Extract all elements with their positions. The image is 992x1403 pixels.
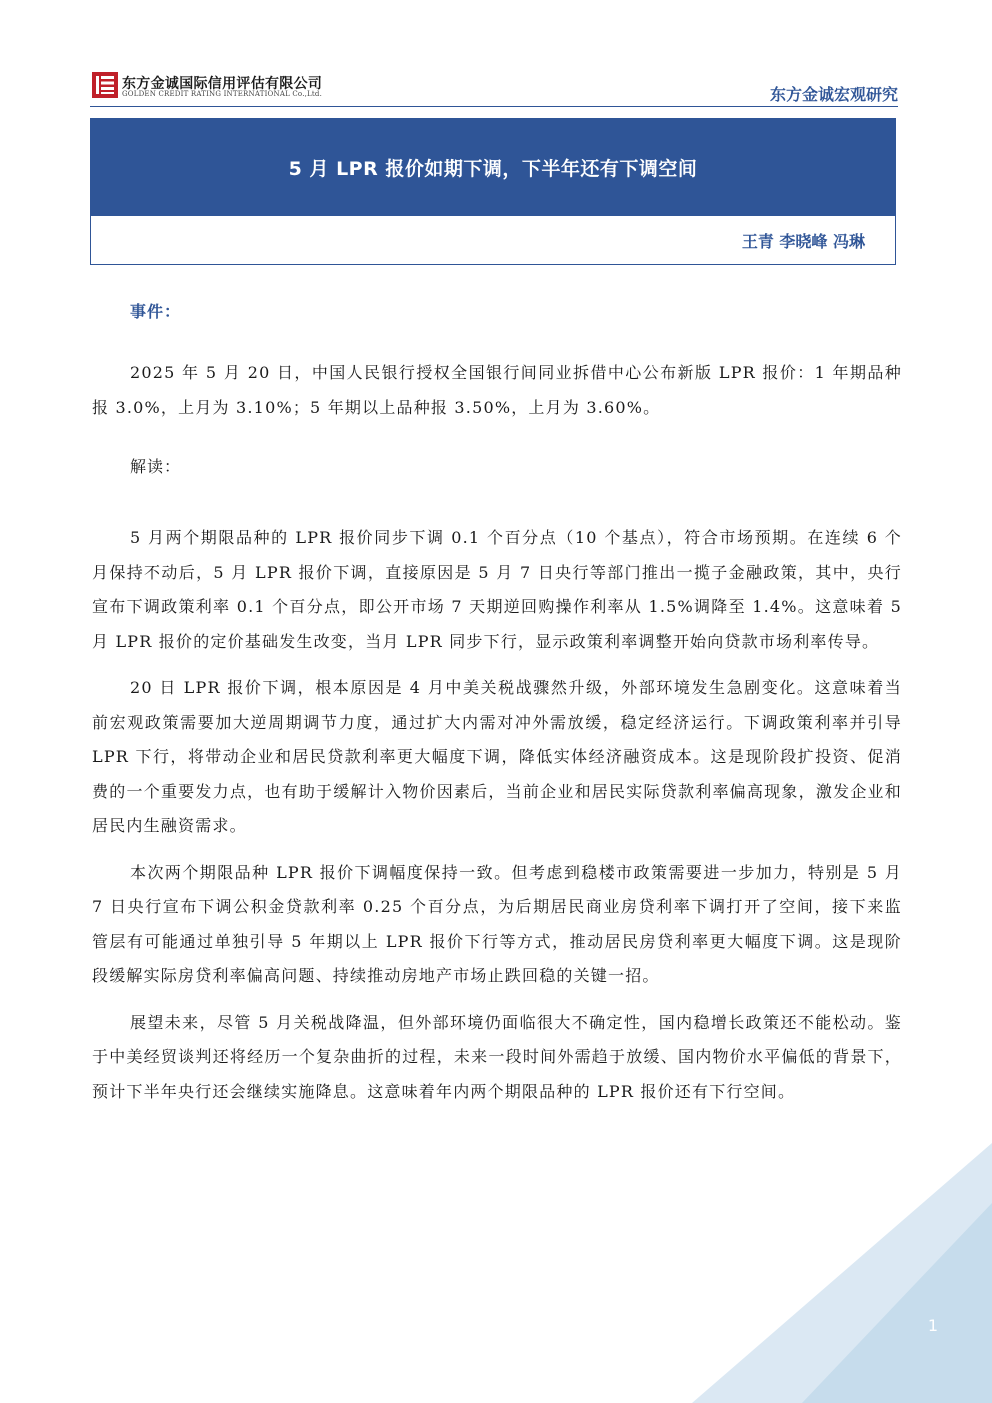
analysis-label: 解读： <box>130 457 182 476</box>
research-brand: 东方金诚宏观研究 <box>769 85 898 104</box>
title-box <box>90 118 896 265</box>
analysis-paragraph-1: 5 月两个期限品种的 LPR 报价同步下调 0.1 个百分点（10 个基点），符合市场预期。在连续 6 个月保持不动后，5 月 LPR 报价下调，直接原因是 5 月 7 日央行等部门推出一揽子金融政策，其中，央行宣布下调政策利率 0.1 个百分点，即公开市场 7 天期逆回购操作利率从 1.5%调降至 1.4%。这意味着 5 月 LPR 报价的定价基础发生改变，当月 LPR 同步下行，显示政策利率调整开始向贷款市场利率传导。 <box>92 528 902 651</box>
company-logo <box>92 72 342 102</box>
corner-decoration <box>652 1143 992 1403</box>
analysis-paragraph-4: 展望未来，尽管 5 月关税战降温，但外部环境仍面临很大不确定性，国内稳增长政策还不能松动。鉴于中美经贸谈判还将经历一个复杂曲折的过程，未来一段时间外需趋于放缓、国内物价水平偏低的背景下，预计下半年央行还会继续实施降息。这意味着年内两个期限品种的 LPR 报价还有下行空间。 <box>92 1012 902 1101</box>
event-label: 事件： <box>130 302 182 321</box>
report-body <box>92 296 902 1109</box>
event-paragraph: 2025 年 5 月 20 日，中国人民银行授权全国银行间同业拆借中心公布新版 LPR 报价：1 年期品种报 3.0%，上月为 3.10%；5 年期以上品种报 3.50%，上月为 3.60%。 <box>92 363 902 417</box>
company-logo-icon <box>92 72 118 98</box>
report-title: 5 月 LPR 报价如期下调，下半年还有下调空间 <box>288 158 698 180</box>
analysis-paragraph-2: 20 日 LPR 报价下调，根本原因是 4 月中美关税战骤然升级，外部环境发生急剧变化。这意味着当前宏观政策需要加大逆周期调节力度，通过扩大内需对冲外需放缓，稳定经济运行。下调政策利率并引导 LPR 下行，将带动企业和居民贷款利率更大幅度下调，降低实体经济融资成本。这是现阶段扩投资、促消费的一个重要发力点，也有助于缓解计入物价因素后，当前企业和居民实际贷款利率偏高现象，激发企业和居民内生融资需求。 <box>92 678 902 835</box>
analysis-paragraph-3: 本次两个期限品种 LPR 报价下调幅度保持一致。但考虑到稳楼市政策需要进一步加力，特别是 5 月 7 日央行宣布下调公积金贷款利率 0.25 个百分点，为后期居民商业房贷利率下调打开了空间，接下来监管层有可能通过单独引导 5 年期以上 LPR 报价下行等方式，推动居民房贷利率更大幅度下调。这是现阶段缓解实际房贷利率偏高问题、持续推动房地产市场止跌回稳的关键一招。 <box>92 862 902 985</box>
authors: 王青 李晓峰 冯琳 <box>741 232 865 251</box>
company-name-en: GOLDEN CREDIT RATING INTERNATIONAL Co.,Ltd. <box>122 90 323 98</box>
company-name-cn: 东方金诚国际信用评估有限公司 <box>122 76 323 92</box>
page-number: 1 <box>927 1316 938 1335</box>
page-header <box>0 0 992 110</box>
title-band <box>91 119 895 216</box>
header-divider <box>90 106 898 107</box>
